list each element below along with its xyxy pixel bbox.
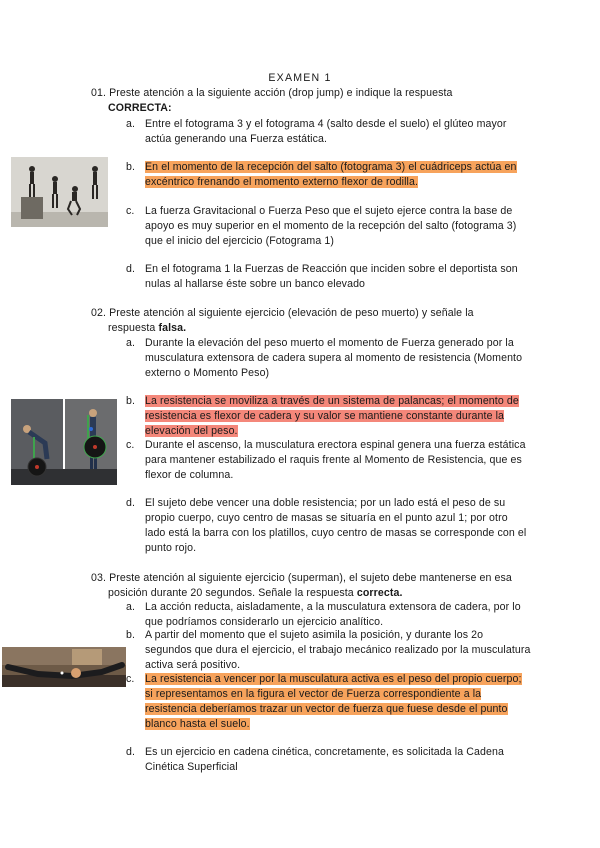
option-text-highlighted: La resistencia se moviliza a través de un sistema de palancas; el momento de resistencia es flexor de cadera y su valor se mantiene constante durante la elevación del peso.	[145, 395, 519, 437]
option-text: Es un ejercicio en cadena cinética, concretamente, es solicitada la Cadena Cinética Superficial	[145, 746, 504, 773]
question-3-option-d	[126, 745, 531, 775]
option-letter: b.	[126, 161, 136, 173]
option-text: Durante la elevación del peso muerto el momento de Fuerza generado por la musculatura extensora de cadera supera al momento de resistencia (Momento externo o Momento Peso)	[145, 337, 523, 379]
option-letter: d.	[126, 746, 136, 758]
question-2-option-c	[126, 438, 531, 483]
question-1-keyword: CORRECTA:	[108, 102, 172, 114]
option-text: El sujeto debe vencer una doble resistencia; por un lado está el peso de su propio cuerpo, cuyo centro de masas se situaría en el punto azul 1; por otro lado está la barra con los platillos, cuyo centro de masas se corresponde con el punto rojo.	[145, 497, 527, 554]
option-text: La fuerza Gravitacional o Fuerza Peso que el sujeto ejerce contra la base de apoyo es muy superior en el momento de la recepción del salto (fotograma 3) que el inicio del ejercicio (Fotograma 1)	[145, 205, 517, 247]
question-3-option-a	[126, 600, 531, 630]
question-2-option-a	[126, 336, 531, 381]
option-text: A partir del momento que el sujeto asimila la posición, y durante los 2o segundos que dura el ejercicio, el trabajo mecánico realizado por la musculatura activa será positivo.	[145, 629, 531, 671]
question-1-header	[91, 86, 531, 116]
question-3-text: Preste atención al siguiente ejercicio (superman), el sujeto debe mantenerse en esa	[109, 572, 512, 584]
question-2-text: Preste atención al siguiente ejercicio (elevación de peso muerto) y señale la	[109, 307, 474, 319]
option-letter: c.	[126, 439, 135, 451]
question-2-option-d	[126, 496, 531, 556]
deadlift-photo	[11, 399, 117, 485]
option-text: La acción reducta, aisladamente, a la musculatura extensora de cadera, por lo que podríamos considerarlo un ejercicio analítico.	[145, 601, 521, 628]
option-letter: d.	[126, 263, 136, 275]
question-3-option-b	[126, 628, 531, 673]
question-2-header	[91, 306, 531, 336]
question-1-option-d	[126, 262, 531, 292]
question-3-header	[91, 571, 531, 601]
question-3-keyword: correcta.	[356, 587, 403, 599]
question-1-text: Preste atención a la siguiente acción (drop jump) e indique la respuesta	[109, 87, 453, 99]
question-3-number: 03.	[91, 572, 107, 584]
question-1-number: 01.	[91, 87, 107, 99]
question-2-keyword: falsa.	[158, 322, 187, 334]
question-1-option-a	[126, 117, 531, 147]
option-text: Durante el ascenso, la musculatura erectora espinal genera una fuerza estática para mantener estabilizado el raquis frente al Momento de Resistencia, que es flexor de columna.	[145, 439, 526, 481]
option-text-highlighted: La resistencia a vencer por la musculatura activa es el peso del propio cuerpo; si representamos en la figura el vector de Fuerza correspondiente a la resistencia deberíamos trazar un vector de fuerza que fuese desde el punto blanco hasta el suelo.	[145, 673, 522, 730]
option-letter: b.	[126, 629, 136, 641]
question-3-option-c	[126, 672, 531, 732]
option-letter: d.	[126, 497, 136, 509]
option-letter: a.	[126, 601, 136, 613]
question-1-option-b	[126, 160, 531, 190]
question-2-number: 02.	[91, 307, 107, 319]
question-2-text-cont: respuesta	[108, 322, 159, 334]
option-letter: c.	[126, 205, 135, 217]
option-text: En el fotograma 1 la Fuerzas de Reacción que inciden sobre el deportista son nulas al hallarse éste sobre un banco elevado	[145, 263, 518, 290]
option-text-highlighted: En el momento de la recepción del salto (fotograma 3) el cuádriceps actúa en excéntrico frenando el momento externo flexor de rodilla.	[145, 161, 517, 188]
option-letter: b.	[126, 395, 136, 407]
superman-photo	[2, 647, 126, 687]
drop-jump-photo	[11, 157, 108, 227]
option-letter: c.	[126, 673, 135, 685]
option-letter: a.	[126, 337, 136, 349]
question-2-option-b	[126, 394, 531, 439]
option-text: Entre el fotograma 3 y el fotograma 4 (salto desde el suelo) el glúteo mayor actúa generando una Fuerza estática.	[145, 118, 507, 145]
exam-title: EXAMEN 1	[268, 72, 332, 84]
option-letter: a.	[126, 118, 136, 130]
question-1-option-c	[126, 204, 531, 249]
question-3-text-cont: posición durante 20 segundos. Señale la respuesta	[108, 587, 357, 599]
